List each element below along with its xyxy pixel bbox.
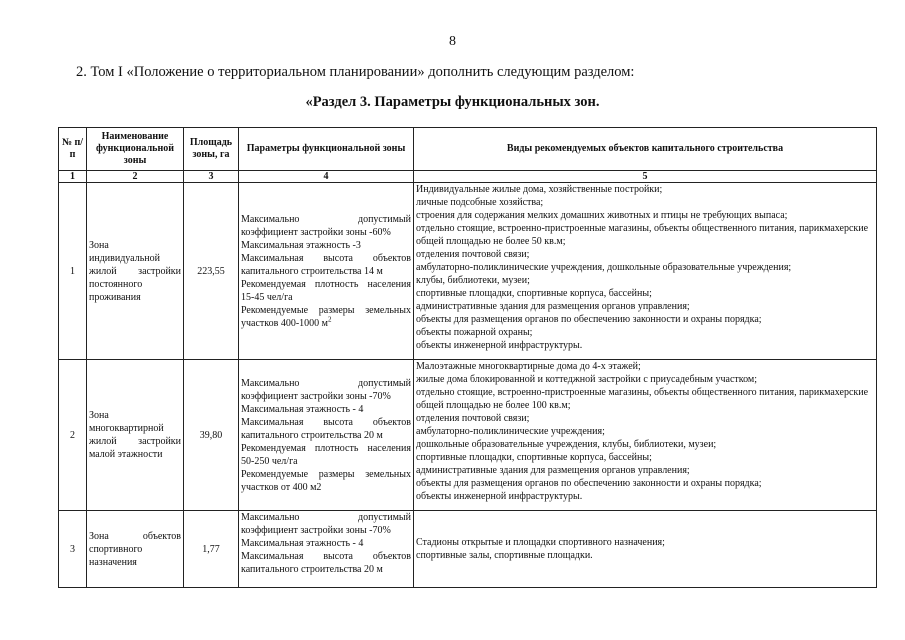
object-line: административные здания для размещения органов управления; (416, 465, 690, 476)
section-title: «Раздел 3. Параметры функциональных зон. (305, 94, 600, 110)
zone-name: Зона многоквартирной жилой застройки малой этажности (87, 360, 184, 511)
column-number: 5 (414, 171, 877, 183)
object-types (414, 360, 877, 511)
zone-params (239, 183, 414, 360)
table-row (59, 511, 877, 588)
object-line: спортивные площадки, спортивные корпуса, бассейны; (416, 452, 652, 463)
page-number: 8 (449, 34, 456, 49)
object-line: отделения почтовой связи; (416, 413, 530, 424)
zone-name: Зона индивидуальной жилой застройки постоянного проживания (87, 183, 184, 360)
column-number: 1 (59, 171, 87, 183)
object-line: Стадионы открытые и площадки спортивного назначения; (416, 537, 665, 548)
object-line: объекты инженерной инфраструктуры. (416, 340, 583, 351)
object-line: амбулаторно-поликлинические учреждения; (416, 426, 605, 437)
object-line: отделения почтовой связи; (416, 249, 530, 260)
row-number: 2 (59, 360, 87, 511)
object-line: Индивидуальные жилые дома, хозяйственные постройки; (416, 184, 663, 195)
header-zone-params: Параметры функциональной зоны (239, 128, 414, 171)
zone-name: Зона объектов спортивного назначения (87, 511, 184, 588)
object-line: жилые дома блокированной и коттеджной застройки с приусадебным участком; (416, 374, 758, 385)
column-number: 4 (239, 171, 414, 183)
object-line: личные подсобные хозяйства; (416, 197, 544, 208)
object-line: отдельно стоящие, встроенно-пристроенные магазины, объекты общественного питания, парикмахерские общей площадью не более 100 кв.м; (416, 387, 869, 411)
object-line: отдельно стоящие, встроенно-пристроенные магазины, объекты общественного питания, парикмахерские общей площадью не более 50 кв.м; (416, 223, 869, 247)
table-row (59, 183, 877, 360)
zone-area: 223,55 (184, 183, 239, 360)
object-line: строения для содержания мелких домашних животных и птицы не требующих выпаса; (416, 210, 788, 221)
zone-area: 39,80 (184, 360, 239, 511)
row-number: 3 (59, 511, 87, 588)
object-line: объекты инженерной инфраструктуры. (416, 491, 583, 502)
superscript: 2 (328, 315, 332, 324)
object-line: объекты пожарной охраны; (416, 327, 533, 338)
object-line: спортивные площадки, спортивные корпуса, бассейны; (416, 288, 652, 299)
object-line: амбулаторно-поликлинические учреждения, дошкольные образовательные учреждения; (416, 262, 792, 273)
column-number-row (59, 171, 877, 183)
header-object-types: Виды рекомендуемых объектов капитального строительства (414, 128, 877, 171)
zone-area: 1,77 (184, 511, 239, 588)
object-line: спортивные залы, спортивные площадки. (416, 550, 593, 561)
header-zone-name: Наименование функциональной зоны (87, 128, 184, 171)
param-line: Рекомендуемая плотность населения 15-45 чел/га (241, 278, 411, 303)
object-line: объекты для размещения органов по обеспечению законности и охраны порядка; (416, 314, 762, 325)
header-zone-area: Площадь зоны, га (184, 128, 239, 171)
intro-paragraph: 2. Том I «Положение о территориальном планировании» дополнить следующим разделом: (76, 64, 635, 80)
header-number: № п/п (59, 128, 87, 171)
zone-params (239, 360, 414, 511)
column-number: 3 (184, 171, 239, 183)
param-line: Максимально допустимый коэффициент застройки зоны -70% (241, 377, 411, 402)
column-number: 2 (87, 171, 184, 183)
object-types (414, 183, 877, 360)
functional-zones-table (58, 127, 877, 588)
param-line (241, 304, 411, 330)
zone-params (239, 511, 414, 588)
param-line: Максимальная этажность - 4 (241, 538, 364, 549)
table-row (59, 360, 877, 511)
object-types (414, 511, 877, 588)
param-line: Максимально допустимый коэффициент застройки зоны -70% (241, 512, 411, 536)
param-line: Максимальная этажность -3 (241, 239, 361, 251)
param-line: Максимальная высота объектов капитального строительства 20 м (241, 416, 411, 441)
param-line: Рекомендуемая плотность населения 50-250 чел/га (241, 442, 411, 467)
row-number: 1 (59, 183, 87, 360)
param-line: Максимально допустимый коэффициент застройки зоны -60% (241, 213, 411, 238)
table-header-row (59, 128, 877, 171)
object-line: Малоэтажные многоквартирные дома до 4-х этажей; (416, 361, 641, 372)
object-line: клубы, библиотеки, музеи; (416, 275, 530, 286)
param-text: Рекомендуемые размеры земельных участков 400-1000 м (241, 304, 411, 329)
object-line: объекты для размещения органов по обеспечению законности и охраны порядка; (416, 478, 762, 489)
param-line: Рекомендуемые размеры земельных участков от 400 м2 (241, 468, 411, 493)
param-line: Максимальная этажность - 4 (241, 403, 364, 415)
param-line: Максимальная высота объектов капитального строительства 14 м (241, 252, 411, 277)
param-line: Максимальная высота объектов капитального строительства 20 м (241, 551, 411, 575)
object-line: дошкольные образовательные учреждения, клубы, библиотеки, музеи; (416, 439, 717, 450)
object-line: административные здания для размещения органов управления; (416, 301, 690, 312)
